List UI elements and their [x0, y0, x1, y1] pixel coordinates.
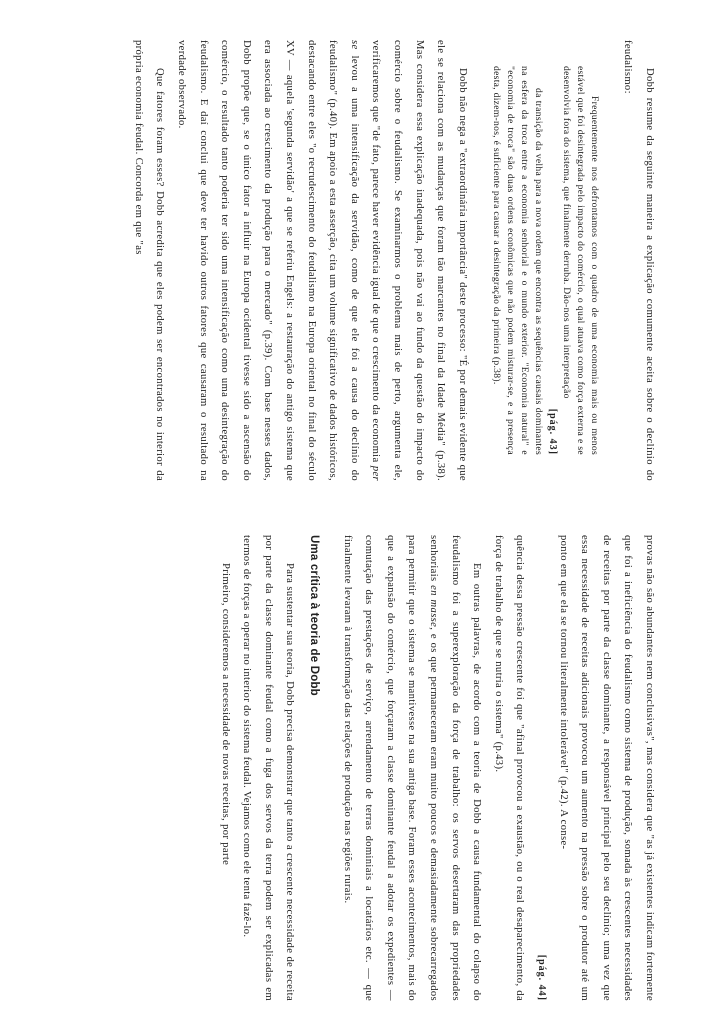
body-paragraph-theory [336, 535, 487, 1001]
theory-part-a: Em outras palavras, de acordo com a teoria de Dobb a causa fundamental do colapso do feudalismo foi a superexploração da força de trabalho: os servos desertaram das propriedades senhoriais [428, 535, 483, 1001]
page-marker-43: [pág. 43] [546, 408, 558, 455]
body-paragraph-2-part-a: Dobb não nega a "extraordinária importância" deste processo: "É por demais evidente que ele se relaciona com as mudanças que foram tão marcantes no final da Idade Média" (p.38). Mas considera essa explicação inadequada, pois não vai ao fundo da questão do impacto do comércio sobre o feudalismo. Se examinarmos o problema mais de perto, argumenta ele, verificaremos que "de fato, parece haver evidência igual de que o crescimento da economia [370, 40, 468, 481]
quote-paragraph-1: Frequentemente nos defrontamos com o quadro de uma economia mais ou menos estável que foi desintegrada pelo impacto do comércio, o qual atuava como força externa e se desenvolvia fora do sistema, que finalmente derruba. Dão-nos uma interpretação [560, 66, 600, 455]
quote-paragraph-2: da transição da velha para a nova ordem que encontra as sequências causais dominantes na esfera da troca entre a economia senhorial e o mundo exterior. "Economia natural" e "economia de troca" são duas ordens econômicas que não podem misturar-se, e a presença desta, dizem-nos, é suficiente para causar a desintegração da primeira (p.38). [490, 66, 544, 455]
body-paragraph-2 [171, 40, 473, 481]
critique-paragraph-1: Para sustentar sua teoria, Dobb precisa demonstrar que tanto a crescente necessidade de receita por parte da classe dominante feudal como a fuga dos servos da terra podem ser explicadas em termos de forças a operar no interior do sistema feudal. Vejamos como ele tenta fazê-lo. [241, 535, 296, 1001]
block-quote [489, 66, 601, 455]
body-paragraph-3: Que fatores foram esses? Dobb acredita que eles podem ser encontrados no interior da própria economia feudal. Concorda em que "as [132, 40, 166, 481]
page-marker-44: [pág. 44] [536, 954, 548, 1001]
body-paragraph-2-part-b: levou a uma intensificação da servidão, como de que ele foi a causa do declínio do feudalismo" (p.40). Em apoio a esta asserção, cita um volume significativo de dados históricos, destacando entre eles "o recrudescimento do feudalismo na Europa oriental no final do século XV — aquela 'segunda servidão' a que se referiu Engels: a restauração do antigo sistema que era associada ao crescimento da produção para o mercado" (p.39). Com base nesses dados, Dobb propõe que, se o único fator a influir na Europa ocidental tivesse sido a ascensão do comércio, o resultado tanto poderia ter sido uma intensificação como uma desintegração do feudalismo. E daí conclui que deve ter havido outros fatores que causaram o resultado na verdade observado. [176, 40, 360, 481]
theory-part-b: , e os que permaneceram eram muito poucos e demasiadamente sobrecarregados para permitir que o sistema se mantivesse na sua antiga base. Foram esses acontecimentos, mais do que a expansão do comércio, que forçaram a classe dominante feudal a adotar os expedientes — comutação das prestações de serviço, arrendamento de terras dominiais a locatários etc. — que finalmente levaram à transformação das relações de produção nas regiões rurais. [341, 535, 440, 1001]
continued-paragraph: provas não são abundantes nem conclusivas", mas considera que "as já existentes indicam fortemente que foi a ineficiência do feudalismo como sistema de produção, somada às crescentes necessidades de receitas por parte da classe dominante, a responsável principal pelo seu declínio; uma vez que essa necessidade de receitas adicionais provocou um aumento na pressão sobre o produtor até um ponto em que ela se tornou literalmente intolerável" (p.42). A conse- [557, 535, 655, 1001]
critique-paragraph-2: Primeiro, consideremos a necessidade de novas receitas, por parte [219, 563, 231, 866]
right-page-column [0, 515, 728, 1031]
italic-phrase: per se [348, 40, 382, 481]
section-heading: Uma crítica à teoria de Dobb [308, 535, 321, 696]
left-page-column [0, 0, 728, 515]
continued-paragraph-end: quência dessa pressão crescente foi que "afinal provocou a exaustão, ou o real desaparecimento, da força de trabalho de que se nutria o sistema" (p.43). [492, 535, 526, 1001]
intro-paragraph: Dobb resume da seguinte maneira a explicação comumente aceita sobre o declínio do feudalismo: [622, 40, 655, 481]
italic-en-masse: en masse [428, 585, 440, 628]
